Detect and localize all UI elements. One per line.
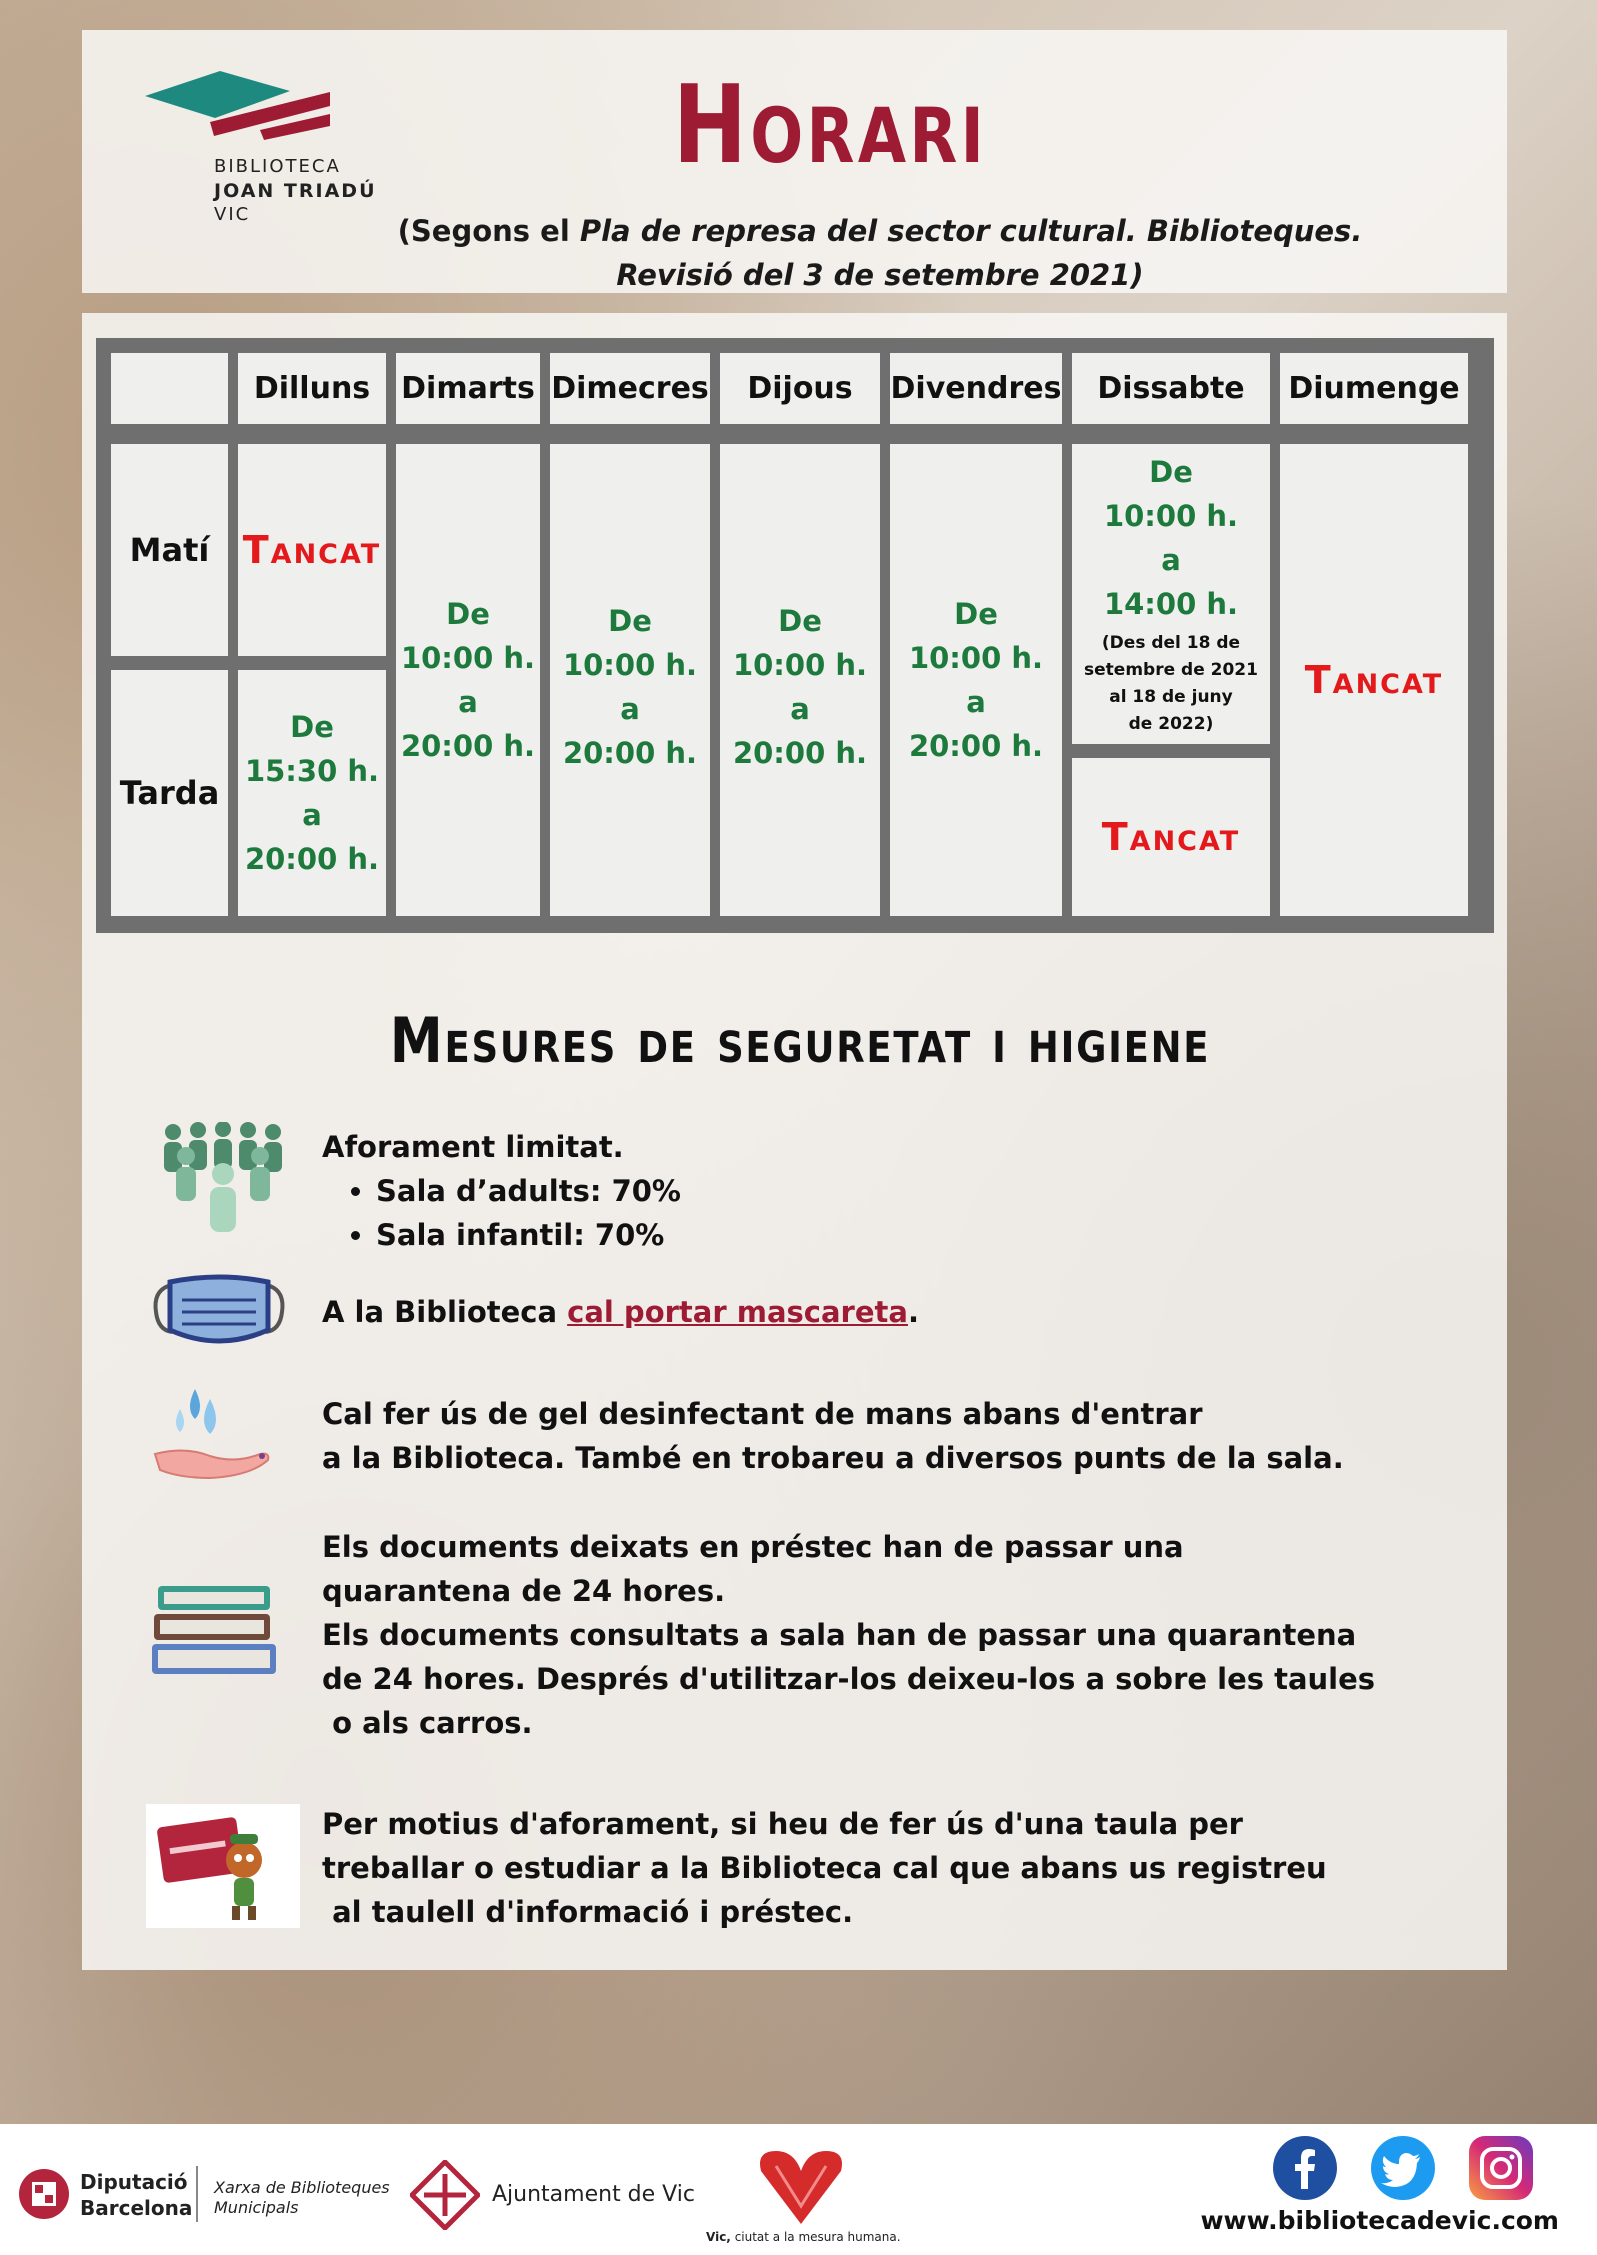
hours-line: 10:00 h. xyxy=(400,641,536,675)
xarxa-line2: Municipals xyxy=(214,2198,299,2217)
saturday-morning-cell xyxy=(1072,444,1270,744)
books-icon xyxy=(150,1578,285,1688)
list-item: • Sala infantil: 70% xyxy=(376,1213,681,1257)
library-card-icon xyxy=(146,1804,300,1928)
website-link[interactable]: www.bibliotecadevic.com xyxy=(1200,2206,1559,2235)
text-line: quarantena de 24 hores. xyxy=(322,1574,726,1608)
list-item: • Sala d’adults: 70% xyxy=(376,1169,681,1213)
text-line: Els documents deixats en préstec han de passar una xyxy=(322,1530,1184,1564)
logo-text-line2: JOAN TRIADÚ xyxy=(214,180,377,202)
capacity-list xyxy=(322,1169,681,1257)
hours-line: a xyxy=(1161,543,1181,577)
hours-line: De xyxy=(446,597,490,631)
vic-heart-logo-icon xyxy=(756,2146,846,2226)
mask-suffix: . xyxy=(907,1295,919,1329)
ajuntament-vic-emblem-icon xyxy=(410,2160,480,2230)
saturday-afternoon-cell xyxy=(1072,758,1270,916)
subtitle-prefix: (Segons el xyxy=(397,214,580,248)
hours-line: a xyxy=(790,692,810,726)
logo-text-line1: BIBLIOTECA xyxy=(214,156,341,177)
hours-line: a xyxy=(458,685,478,719)
hours-line: 10:00 h. xyxy=(908,641,1044,675)
day-header: Dimecres xyxy=(550,353,710,424)
hours-line: De xyxy=(608,604,652,638)
note-line: setembre de 2021 xyxy=(1084,660,1258,680)
monday-morning-cell xyxy=(238,444,386,656)
ajuntament-label: Ajuntament de Vic xyxy=(492,2182,695,2207)
diputacio-line1: Diputació xyxy=(80,2170,188,2194)
closed-label: Tancat xyxy=(242,528,382,572)
hours-line: 10:00 h. xyxy=(562,648,698,682)
hours-line: 20:00 h. xyxy=(562,736,698,770)
hours-line: a xyxy=(302,798,322,832)
subtitle-line2 xyxy=(380,258,1380,292)
gel-text xyxy=(322,1392,1344,1480)
diputacio-logo-icon xyxy=(18,2168,70,2220)
hours-line: De xyxy=(954,597,998,631)
text-line: al taulell d'informació i préstec. xyxy=(322,1895,854,1929)
hours-line: De xyxy=(1149,455,1193,489)
logo-text-line3: VIC xyxy=(214,204,251,225)
day-header: Dimarts xyxy=(396,353,540,424)
mask-prefix: A la Biblioteca xyxy=(322,1295,568,1329)
hand-sanitizer-icon xyxy=(150,1384,275,1484)
mask-icon xyxy=(148,1272,290,1352)
text-line: Per motius d'aforament, si heu de fer ús d'una taula per xyxy=(322,1807,1243,1841)
row-header-morning: Matí xyxy=(111,444,228,656)
tuesday-cell xyxy=(396,444,540,916)
diputacio-line2: Barcelona xyxy=(80,2196,193,2220)
capacity-block xyxy=(322,1125,681,1257)
xarxa-line1: Xarxa de Biblioteques xyxy=(214,2178,390,2197)
subtitle-italic: Pla de represa del sector cultural. Biblioteques. xyxy=(579,214,1363,248)
thursday-cell xyxy=(720,444,880,916)
hours-line: 20:00 h. xyxy=(732,736,868,770)
row-header-afternoon: Tarda xyxy=(111,670,228,916)
text-line: de 24 hores. Després d'utilitzar-los deixeu-los a sobre les taules xyxy=(322,1662,1376,1696)
friday-cell xyxy=(890,444,1062,916)
sunday-cell xyxy=(1280,444,1468,916)
day-header: Dilluns xyxy=(238,353,386,424)
vic-slogan-text: ciutat a la mesura humana. xyxy=(730,2230,901,2244)
quarantine-text xyxy=(322,1525,1375,1745)
instagram-icon[interactable] xyxy=(1468,2135,1534,2201)
day-header: Dijous xyxy=(720,353,880,424)
hours-line: 10:00 h. xyxy=(1103,499,1239,533)
mask-link[interactable]: cal portar mascareta xyxy=(567,1295,908,1329)
hours-line: 10:00 h. xyxy=(732,648,868,682)
table-corner xyxy=(111,353,228,424)
hours-line: De xyxy=(290,710,334,744)
text-line: treballar o estudiar a la Biblioteca cal que abans us registreu xyxy=(322,1851,1327,1885)
vic-slogan-bold: Vic, xyxy=(706,2230,731,2244)
text-line: a la Biblioteca. També en trobareu a diversos punts de la sala. xyxy=(322,1441,1344,1475)
register-text xyxy=(322,1802,1327,1934)
day-header: Dissabte xyxy=(1072,353,1270,424)
capacity-title: Aforament limitat. xyxy=(322,1130,624,1164)
subtitle-revision: Revisió del 3 de setembre 2021) xyxy=(616,258,1144,292)
hours-line: De xyxy=(778,604,822,638)
hours-line: 20:00 h. xyxy=(400,729,536,763)
text-line: Cal fer ús de gel desinfectant de mans abans d'entrar xyxy=(322,1397,1203,1431)
twitter-icon[interactable] xyxy=(1370,2135,1436,2201)
mask-text xyxy=(322,1290,919,1334)
note-line: (Des del 18 de xyxy=(1101,633,1241,653)
day-header: Diumenge xyxy=(1280,353,1468,424)
closed-label: Tancat xyxy=(1101,815,1241,859)
facebook-icon[interactable] xyxy=(1272,2135,1338,2201)
measures-title: Mesures de seguretat i higiene xyxy=(389,1004,1211,1077)
note-line: de 2022) xyxy=(1128,714,1214,734)
text-line: o als carros. xyxy=(322,1706,533,1740)
hours-line: 15:30 h. xyxy=(244,754,380,788)
wednesday-cell xyxy=(550,444,710,916)
hours-line: a xyxy=(966,685,986,719)
page-title: Horari xyxy=(672,63,988,188)
hours-line: a xyxy=(620,692,640,726)
hours-line: 20:00 h. xyxy=(244,842,380,876)
monday-afternoon-cell xyxy=(238,670,386,916)
people-icon xyxy=(158,1122,288,1237)
closed-label: Tancat xyxy=(1304,658,1444,702)
note-line: al 18 de juny xyxy=(1109,687,1233,707)
vic-slogan xyxy=(706,2230,901,2244)
subtitle-line1 xyxy=(380,214,1380,248)
day-header: Divendres xyxy=(890,353,1062,424)
text-line: Els documents consultats a sala han de passar una quarantena xyxy=(322,1618,1357,1652)
library-logo xyxy=(140,66,400,236)
schedule-table xyxy=(96,338,1494,933)
hours-line: 20:00 h. xyxy=(908,729,1044,763)
footer-divider xyxy=(196,2166,198,2222)
saturday-note xyxy=(1084,630,1258,738)
hours-line: 14:00 h. xyxy=(1103,587,1239,621)
